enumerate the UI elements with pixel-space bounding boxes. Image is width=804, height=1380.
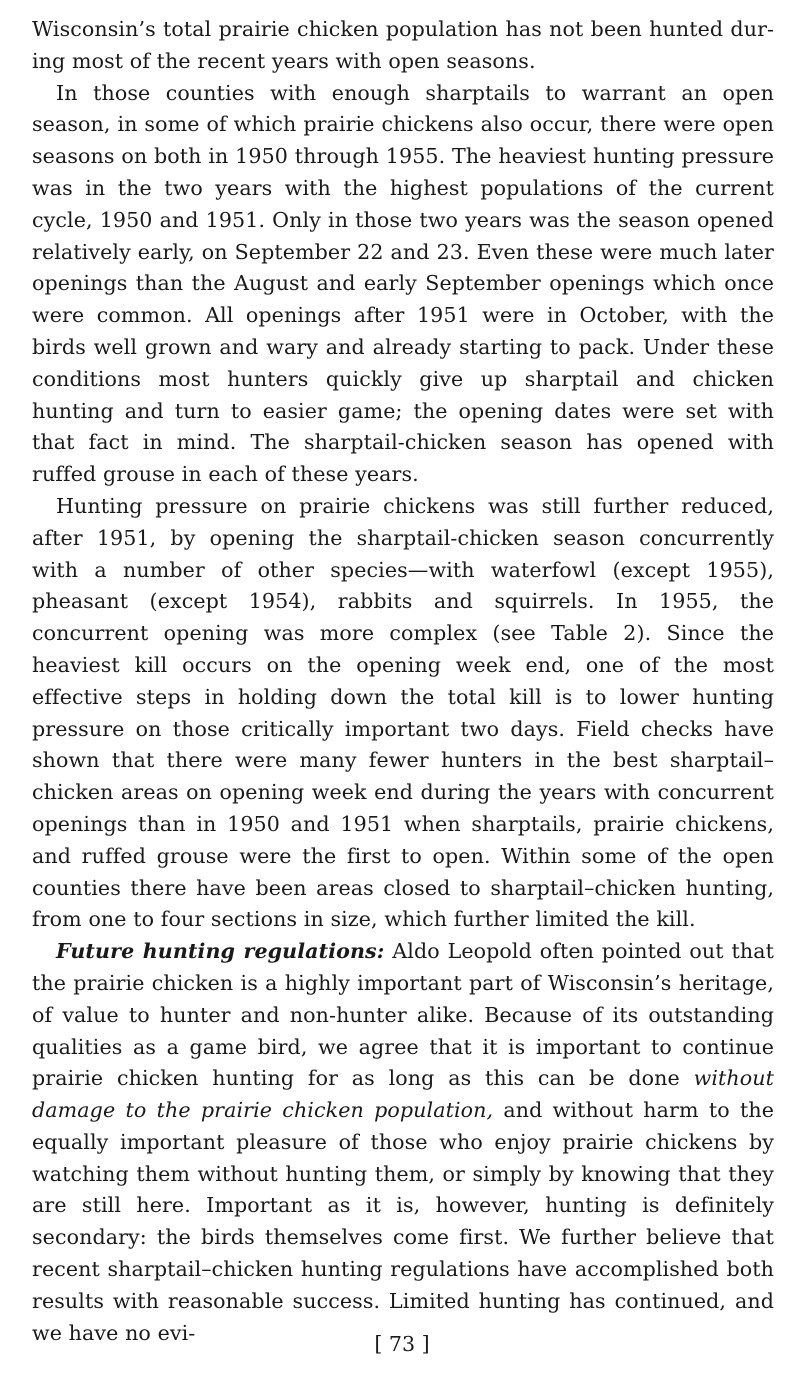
- paragraph-text-part-a: Aldo Leopold often pointed out that the prairie chicken is a highly important part of Wisconsin’s heritage, of value to hunter and non-hunter alike. Because of its outstanding qualities as a game bird, we agree that it is important to continue prairie chicken hunting for as long as this can be done: [32, 939, 774, 1091]
- emphasized-phrase: without damage to the prairie chicken population,: [32, 1066, 774, 1123]
- paragraph-text-part-b: and without harm to the equally important pleasure of those who enjoy prairie chickens by watching them without hunting them, or simply by knowing that they are still here. Important as it is, however, hunting is definitely secondary: the birds themselves come first. We further believe that recent sharptail–chicken hunting regulations have accomplished both results with reasonable success. Limited hunting has continued, and we have no evi-: [32, 1098, 775, 1345]
- page-number: [ 73 ]: [374, 1332, 430, 1356]
- paragraph-future-regulations: [32, 936, 774, 1349]
- paragraph-hunting-pressure: Hunting pressure on prairie chickens was still further reduced, after 1951, by opening the sharptail-chicken season concurrently with a number of other species—with waterfowl (except 1955), pheasant (except 1954), rabbits and squirrels. In 1955, the concurrent opening was more complex (see Table 2). Since the heaviest kill occurs on the opening week end, one of the most effective steps in holding down the total kill is to lower hunting pressure on those critically important two days. Field checks have shown that there were many fewer hunters in the best sharptail–chicken areas on opening week end during the years with concurrent openings than in 1950 and 1951 when sharptails, prairie chickens, and ruffed grouse were the first to open. Within some of the open counties there have been areas closed to sharptail–chicken hunting, from one to four sections in size, which further limited the kill.: [32, 493, 774, 932]
- page-body: [32, 14, 774, 1349]
- section-runin-heading: Future hunting regulations:: [56, 939, 385, 964]
- paragraph-continuation: Wisconsin’s total prairie chicken population has not been hunted during most of the recent years with open seasons.: [32, 17, 774, 73]
- paragraph-open-seasons: In those counties with enough sharptails to warrant an open season, in some of which prairie chickens also occur, there were open seasons on both in 1950 through 1955. The heaviest hunting pressure was in the two years with the highest populations of the current cycle, 1950 and 1951. Only in those two years was the season opened relatively early, on September 22 and 23. Even these were much later openings than the August and early September openings which once were common. All openings after 1951 were in October, with the birds well grown and wary and already starting to pack. Under these conditions most hunters quickly give up sharptail and chicken hunting and turn to easier game; the opening dates were set with that fact in mind. The sharptail-chicken season has opened with ruffed grouse in each of these years.: [32, 80, 774, 487]
